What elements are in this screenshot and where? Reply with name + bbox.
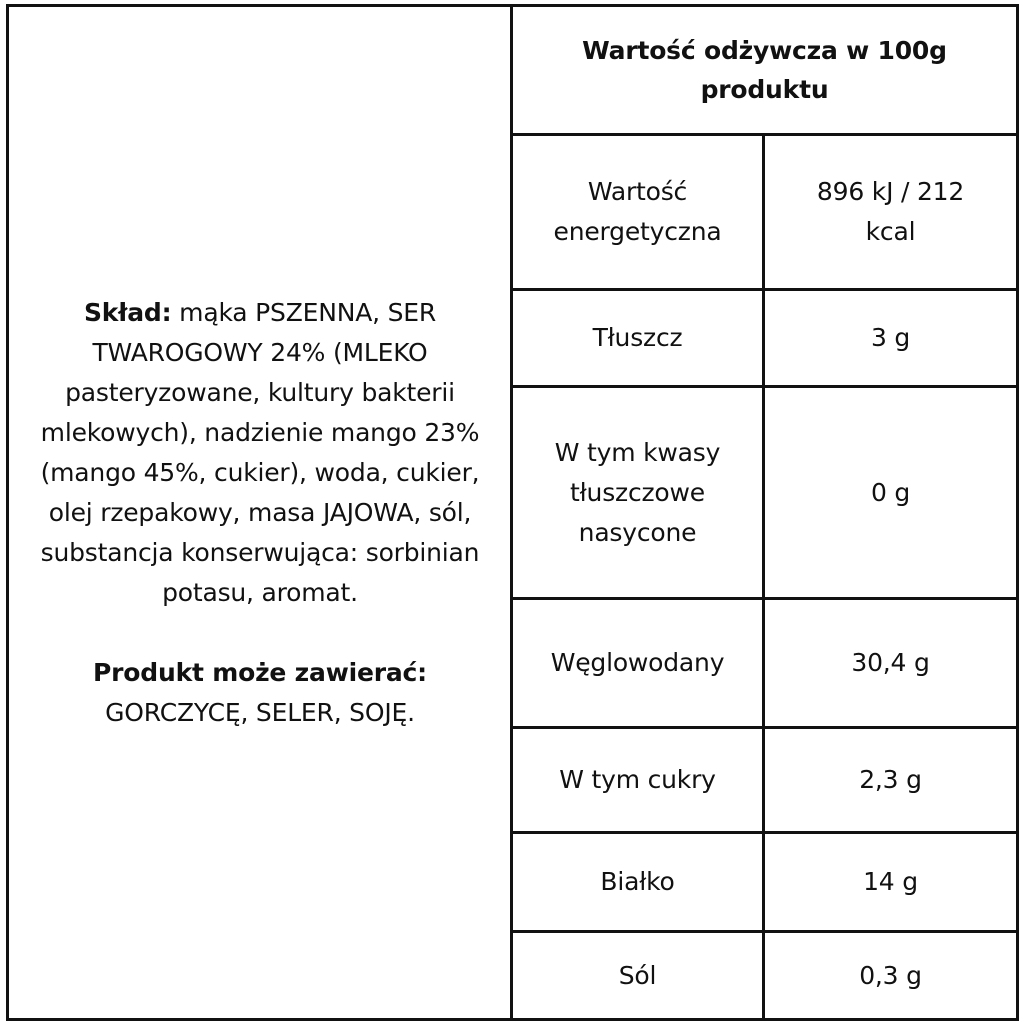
nutrient-value-cell [765, 834, 1016, 930]
nutrient-value: 2,3 g [859, 765, 922, 794]
nutrition-header: Wartość odżywcza w 100g produktu [582, 36, 947, 104]
nutrient-value: 3 g [870, 323, 911, 352]
allergens-paragraph [93, 653, 427, 733]
nutrient-name: Sól [618, 960, 657, 990]
nutrient-value-cell [765, 388, 1016, 597]
ingredients-text: mąka PSZENNA, SER TWAROGOWY 24% (MLEKO pasteryzowane, kultury bakterii mlekowych), nadzienie mango 23% (mango 45%, cukier), woda, cukier, olej rzepakowy, masa JAJOWA, sól, substancja konserwująca: sorbinian potasu, aromat. [40, 297, 480, 607]
nutrient-name: Wartość energetyczna [553, 177, 722, 246]
nutrient-name-cell [513, 933, 762, 1018]
nutrient-name-cell [513, 136, 762, 288]
ingredients-label: Skład: [83, 297, 172, 327]
nutrient-value: 0 g [870, 477, 911, 507]
nutrient-value: 0,3 g [859, 960, 922, 990]
ingredients-section [9, 7, 511, 1018]
allergens-label: Produkt może zawierać: [93, 657, 427, 687]
allergens-text: GORCZYCĘ, SELER, SOJĘ. [105, 697, 415, 727]
nutrient-name-cell [513, 729, 762, 831]
nutrient-value: 896 kJ / 212 kcal [816, 177, 965, 246]
ingredients-paragraph [31, 293, 489, 613]
nutrient-name-cell [513, 291, 762, 385]
nutrient-value-cell [765, 136, 1016, 288]
nutrient-name-cell [513, 600, 762, 726]
nutrient-name-cell [513, 388, 762, 597]
nutrient-name: W tym kwasy tłuszczowe nasycone [554, 437, 721, 547]
nutrient-name: Białko [600, 867, 675, 896]
nutrient-name: Tłuszcz [592, 323, 683, 352]
nutrient-value-cell [765, 600, 1016, 726]
nutrition-header-cell [513, 7, 1016, 133]
nutrient-value-cell [765, 729, 1016, 831]
nutrient-name: W tym cukry [559, 765, 716, 794]
nutrient-value-cell [765, 933, 1016, 1018]
nutrient-name-cell [513, 834, 762, 930]
nutrient-value: 30,4 g [851, 648, 930, 677]
nutrient-name: Węglowodany [550, 648, 725, 677]
nutrient-value: 14 g [863, 867, 918, 896]
nutrient-value-cell [765, 291, 1016, 385]
